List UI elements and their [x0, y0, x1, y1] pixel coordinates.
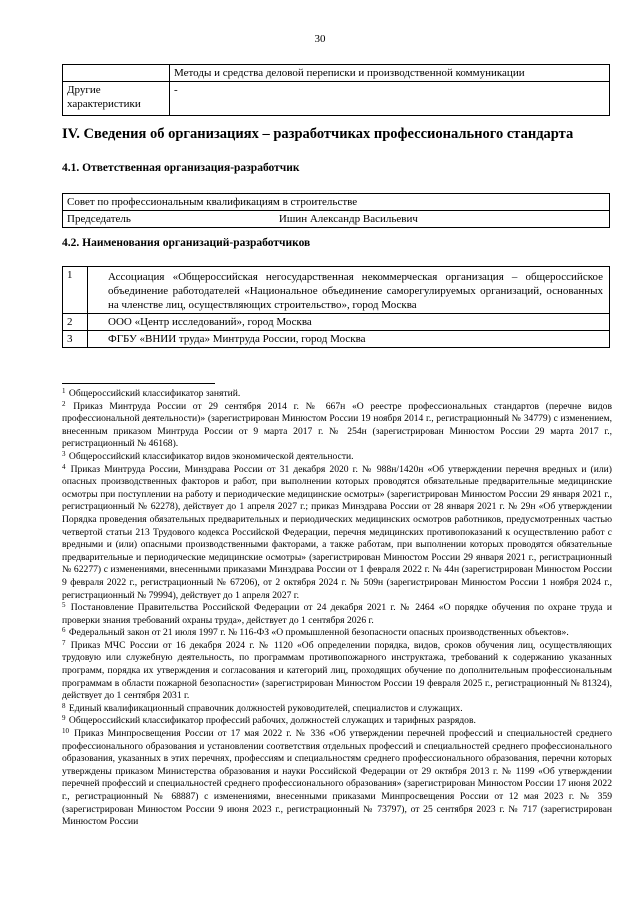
responsible-chair-cell — [63, 211, 610, 228]
chair-position: Председатель — [67, 213, 131, 225]
table-row — [63, 82, 610, 116]
table-cell-label: Другие характеристики — [63, 82, 170, 116]
footnote-text: Приказ Минтруда России, Минздрава России от 31 декабря 2020 г. № 988н/1420н «Об утверждении перечня вредных и (или) опасных производственных факторов и работ, при выполнении которых проводятся обязательные предварительные медицинские осмотры при поступлении на работу и периодические медицинские осмотры» (зарегистрирован Минюстом России 29 января 2021 г., регистрационный № 62278), действует до 1 апреля 2027 г.; приказ Минздрава России от 28 января 2021 г. № 29н «Об утверждении Порядка проведения обязательных предварительных и периодических медицинских осмотров работников, предусмотренных частью четвертой статьи 213 Трудового кодекса Российской Федерации, перечня медицинских противопоказаний к осуществлению работ с вредными и (или) опасными производственными факторами, а также работам, при выполнении которых проводятся обязательные предварительные и периодические медицинские осмотры» (зарегистрирован Минюстом России 29 января 2021 г., регистрационный № 62277) с изменениями, внесенными приказами Минздрава России от 1 февраля 2022 г. № 44н (зарегистрирован Минюстом России 9 февраля 2022 г., регистрационный № 67206), от 2 октября 2024 г. № 509н (зарегистрирован Минюстом России 1 ноября 2024 г., регистрационный № 79994), действует до 1 апреля 2027 г. — [62, 463, 612, 601]
characteristics-table — [62, 64, 610, 116]
footnote-mark: 10 — [62, 727, 69, 736]
footnote-mark: 5 — [62, 601, 66, 610]
footnote-text: Приказ Минпросвещения России от 17 мая 2022 г. № 336 «Об утверждении перечней профессий и специальностей среднего профессионального образования и установлении соответствия отдельных профессий и специальностей среднего профессионального образования, указанных в этих перечнях, профессиям и специальностям среднего профессионального образования, перечни которых утверждены приказом Министерства образования и науки Российской Федерации от 29 октября 2013 г. № 1199 «Об утверждении перечней профессий и специальностей среднего профессионального образования» (зарегистрирован Минюстом России 17 июня 2022 г., регистрационный № 68887) с изменениями, внесенными приказами Минпросвещения России от 12 мая 2023 г. № 359 (зарегистрирован Минюстом России 9 июня 2023 г., регистрационный № 73797), от 25 сентября 2023 г. № 717 (зарегистрирован Минюстом России — [62, 728, 612, 828]
table-cell: Методы и средства деловой переписки и производственной коммуникации — [170, 65, 610, 82]
developer-name: Ассоциация «Общероссийская негосударственная некоммерческая организация – общероссийское объединение работодателей «Национальное объединение саморегулируемых организаций, основанных на членстве лиц, осуществляющих строительство», город Москва — [88, 267, 610, 314]
footnote — [62, 464, 612, 603]
footnote — [62, 640, 612, 703]
section-title: IV. Сведения об организациях – разработчиках профессионального стандарта — [62, 126, 574, 142]
footnote — [62, 627, 612, 640]
footnote — [62, 388, 612, 401]
footnote-text: Общероссийский классификатор видов экономической деятельности. — [68, 450, 354, 462]
row-number: 2 — [63, 314, 88, 331]
footnote-mark: 8 — [62, 701, 66, 710]
footnote-text: Общероссийский классификатор занятий. — [68, 388, 241, 399]
row-number: 1 — [63, 267, 88, 314]
footnote — [62, 602, 612, 627]
chair-name: Ишин Александр Васильевич — [278, 213, 418, 225]
footnote-mark: 1 — [62, 387, 66, 395]
footnote-mark: 2 — [62, 399, 66, 408]
footnote-mark: 6 — [62, 626, 66, 635]
table-row — [63, 314, 610, 331]
table-row — [63, 65, 610, 82]
table-cell-empty — [63, 65, 170, 82]
developers-heading: 4.2. Наименования организаций-разработчиков — [62, 237, 311, 249]
footnote — [62, 715, 612, 728]
footnotes — [62, 388, 612, 829]
footnote-text: Единый квалификационный справочник должностей руководителей, специалистов и служащих. — [68, 702, 463, 714]
developers-table — [62, 266, 610, 348]
page-number: 30 — [314, 33, 326, 45]
footnote-text: Федеральный закон от 21 июля 1997 г. № 116-ФЗ «О промышленной безопасности опасных производственных объектов». — [68, 627, 569, 639]
responsible-org-name: Совет по профессиональным квалификациям в строительстве — [63, 194, 610, 211]
footnote — [62, 703, 612, 716]
footnote-mark: 4 — [62, 462, 66, 471]
footnote-mark: 7 — [62, 638, 66, 647]
table-row — [63, 267, 610, 314]
developer-name: ООО «Центр исследований», город Москва — [88, 314, 610, 331]
footnote — [62, 451, 612, 464]
footnote-text: Общероссийский классификатор профессий рабочих, должностей служащих и тарифных разрядов. — [68, 715, 476, 727]
footnote-text: Приказ МЧС России от 16 декабря 2024 г. № 1120 «Об определении порядка, видов, сроков обучения лиц, осуществляющих трудовую или служебную деятельность, по программам противопожарного инструктажа, требований к содержанию указанных программ, порядка их утверждения и согласования и категорий лиц, проходящих обучение по дополнительным профессиональным программам в области пожарной безопасности» (зарегистрирован Минюстом России 19 февраля 2025 г., регистрационный № 81324), действует до 1 сентября 2031 г. — [62, 639, 613, 702]
responsible-org-table — [62, 193, 610, 228]
responsible-heading: 4.1. Ответственная организация-разработчик — [62, 162, 300, 174]
footnote-text: Приказ Минтруда России от 29 сентября 2014 г. № 667н «О реестре профессиональных стандартов (перечне видов профессиональной деятельности)» (зарегистрирован Минюстом России 19 ноября 2014 г., регистрационный № 34779) с изменением, внесенным приказом Минтруда России от 9 марта 2017 г. № 254н (зарегистрирован Минюстом России 29 марта 2017 г., регистрационный № 46168). — [62, 400, 612, 450]
row-number: 3 — [63, 331, 88, 348]
developer-name: ФГБУ «ВНИИ труда» Минтруда России, город Москва — [88, 331, 610, 348]
footnote-mark: 9 — [62, 714, 66, 723]
footnote-mark: 3 — [62, 449, 66, 458]
table-row — [63, 211, 610, 228]
table-row — [63, 331, 610, 348]
table-row — [63, 194, 610, 211]
footnote-divider — [62, 383, 215, 384]
footnote — [62, 728, 612, 829]
footnote — [62, 401, 612, 451]
footnote-text: Постановление Правительства Российской Федерации от 24 декабря 2021 г. № 2464 «О порядке обучения по охране труда и проверки знания требований охраны труда», действует до 1 сентября 2026 г. — [62, 602, 612, 626]
table-cell: - — [170, 82, 610, 116]
